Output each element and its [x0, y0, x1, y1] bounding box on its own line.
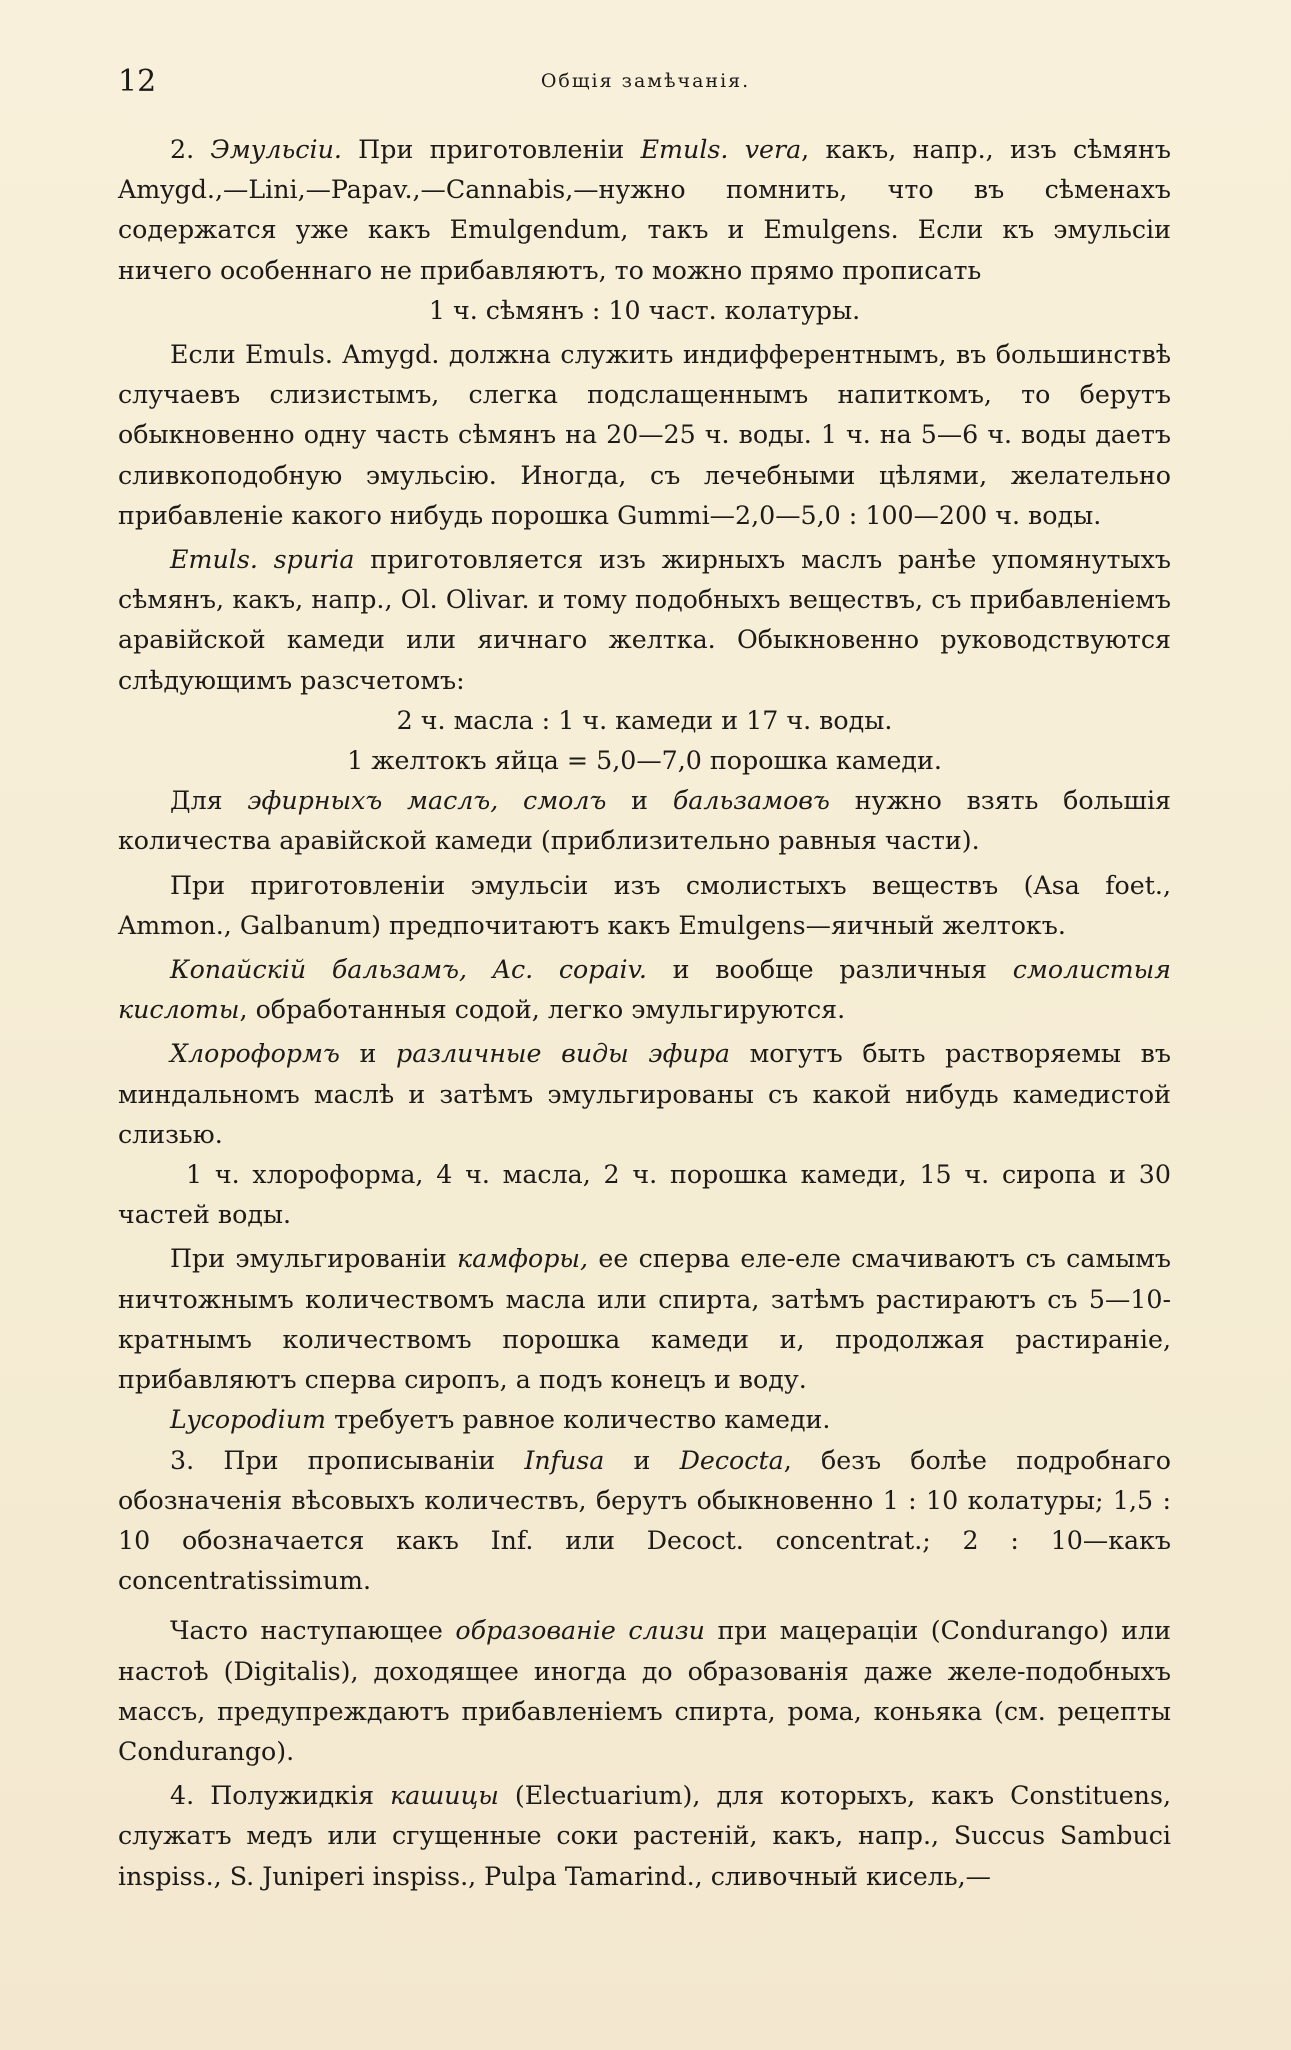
- text-run: , обработанныя содой, легко эмульгируются.: [239, 995, 846, 1025]
- text-run: 3. При прописываніи: [170, 1445, 525, 1475]
- paragraph-emuls-amygd: Если Emuls. Amygd. должна служить индифферентнымъ, въ большинствѣ случаевъ слизистымъ, слегка подслащеннымъ напиткомъ, то берутъ обыкновенно одну часть сѣмянъ на 20—25 ч. воды. 1 ч. на 5—6 ч. воды даетъ сливкоподобную эмульсію. Иногда, съ лечебными цѣлями, желательно прибавленіе какого нибудь порошка Gummi—2,0—5,0 : 100—200 ч. воды.: [118, 340, 1171, 530]
- formula-chloroform: 1 ч. хлороформа, 4 ч. масла, 2 ч. порошка камеди, 15 ч. сиропа и 30 частей воды.: [118, 1160, 1171, 1230]
- section-heading-emulsions: Эмульсіи.: [210, 135, 342, 164]
- page-body: [118, 130, 1171, 1897]
- running-title: Общія замѣчанія.: [540, 70, 751, 92]
- page-number: 12: [118, 64, 157, 99]
- text-run: и вообще различныя: [646, 955, 1013, 985]
- text-run: приготовляется изъ жирныхъ маслъ ранѣе упомянутыхъ сѣмянъ, какъ, напр., Ol. Olivar. и тому подобныхъ веществъ, съ прибавленіемъ аравійской камеди или яичнаго желтка. Обыкновенно руководствуются слѣдующимъ разсчетомъ:: [118, 545, 1171, 695]
- text-run: и: [606, 786, 673, 816]
- text-run: при мацераціи (Condurango) или настоѣ (Digitalis), доходящее иногда до образованія даже желе-подобныхъ массъ, предупреждаютъ прибавленіемъ спирта, рома, коньяка (см. рецепты Condurango).: [118, 1616, 1171, 1766]
- paragraph-ethereal-oils: [118, 781, 1171, 861]
- paragraph-electuaries: [118, 1776, 1171, 1897]
- text-run: и: [604, 1445, 680, 1475]
- emphasis: Копайскій бальзамъ, Ac. copaiv.: [170, 955, 647, 985]
- text-run: При приготовленіи: [341, 135, 641, 164]
- emphasis: смолистыя кислоты: [118, 955, 1171, 1025]
- formula-oil-gum: 2 ч. масла : 1 ч. камеди и 17 ч. воды.: [396, 705, 893, 735]
- emphasis: кашицы: [390, 1781, 499, 1811]
- text-run: нужно взять большія количества аравійской камеди (приблизительно равныя части).: [118, 786, 1172, 856]
- text-run: могутъ быть растворяемы въ миндальномъ маслѣ и затѣмъ эмульгированы съ какой нибудь камедистой слизью.: [118, 1039, 1171, 1149]
- paragraph-emuls-spuria: [118, 540, 1171, 701]
- text-run: (Electuarium), для которыхъ, какъ Constituens, служатъ медъ или сгущенные соки растеній, какъ, напр., Succus Sambuci inspiss., S. Juniperi inspiss., Pulpa Tamarind., сливочный кисель,—: [118, 1781, 1171, 1891]
- text-run: 4. Полужидкія: [170, 1781, 391, 1811]
- emphasis: эфирныхъ маслъ, смолъ: [247, 786, 607, 816]
- emphasis: бальзамовъ: [672, 786, 830, 816]
- latin-term: Emuls. vera: [640, 135, 802, 164]
- text-run: , безъ болѣе подробнаго обозначенія вѣсовыхъ количествъ, берутъ обыкновенно 1 : 10 колатуры; 1,5 : 10 обозначается какъ Inf. или Decoct. concentrat.; 2 : 10—какъ concentratissimum.: [118, 1445, 1171, 1596]
- paragraph-emulsions: [118, 130, 1171, 291]
- text-run: Для: [170, 786, 248, 816]
- latin-term: Infusa: [524, 1445, 605, 1475]
- text-run: ее сперва еле-еле смачиваютъ съ самымъ ничтожнымъ количествомъ масла или спирта, затѣмъ растираютъ съ 5—10-кратнымъ количествомъ порошка камеди и, продолжая растираніе, прибавляютъ сперва сиропъ, а подъ конецъ и воду.: [118, 1244, 1171, 1395]
- paragraph-resinous: При приготовленіи эмульсіи изъ смолистыхъ веществъ (Asa foet., Ammon., Galbanum) предпочитаютъ какъ Emulgens—яичный желтокъ.: [118, 870, 1171, 940]
- emphasis: Хлороформъ: [170, 1039, 340, 1069]
- paragraph-chloroform: [118, 1034, 1171, 1155]
- emphasis: образованіе слизи: [455, 1616, 705, 1646]
- text-run: Часто наступающее: [170, 1616, 456, 1646]
- paragraph-copaiba: [118, 950, 1171, 1030]
- paragraph-infusa: [118, 1441, 1171, 1602]
- text-run: и: [339, 1039, 396, 1069]
- formula-yolk: 1 желтокъ яйца = 5,0—7,0 порошка камеди.: [347, 746, 942, 776]
- latin-term: Emuls. spuria: [170, 545, 355, 575]
- text-run: требуетъ равное количество камеди.: [326, 1405, 831, 1435]
- paragraph-camphor: [118, 1239, 1171, 1400]
- emphasis: различные виды эфира: [396, 1039, 730, 1069]
- text-run: , какъ, напр., изъ сѣмянъ Amygd.,—Lini,—Papav.,—Cannabis,—нужно помнить, что въ сѣменахъ содержатся уже какъ Emulgendum, такъ и Emulgens. Если къ эмульсіи ничего особеннаго не прибавляютъ, то можно прямо прописать: [118, 135, 1171, 285]
- paragraph-lycopodium: [118, 1400, 1171, 1440]
- text-run: 2.: [170, 135, 211, 164]
- latin-term: Lycopodium: [170, 1405, 327, 1435]
- paragraph-mucus: [118, 1611, 1171, 1772]
- latin-term: Decocta: [679, 1445, 784, 1475]
- emphasis: камфоры,: [457, 1244, 589, 1274]
- page-header: [118, 64, 1173, 104]
- text-run: При эмульгированіи: [170, 1244, 457, 1274]
- formula-seeds-colature: 1 ч. сѣмянъ : 10 част. колатуры.: [428, 295, 861, 325]
